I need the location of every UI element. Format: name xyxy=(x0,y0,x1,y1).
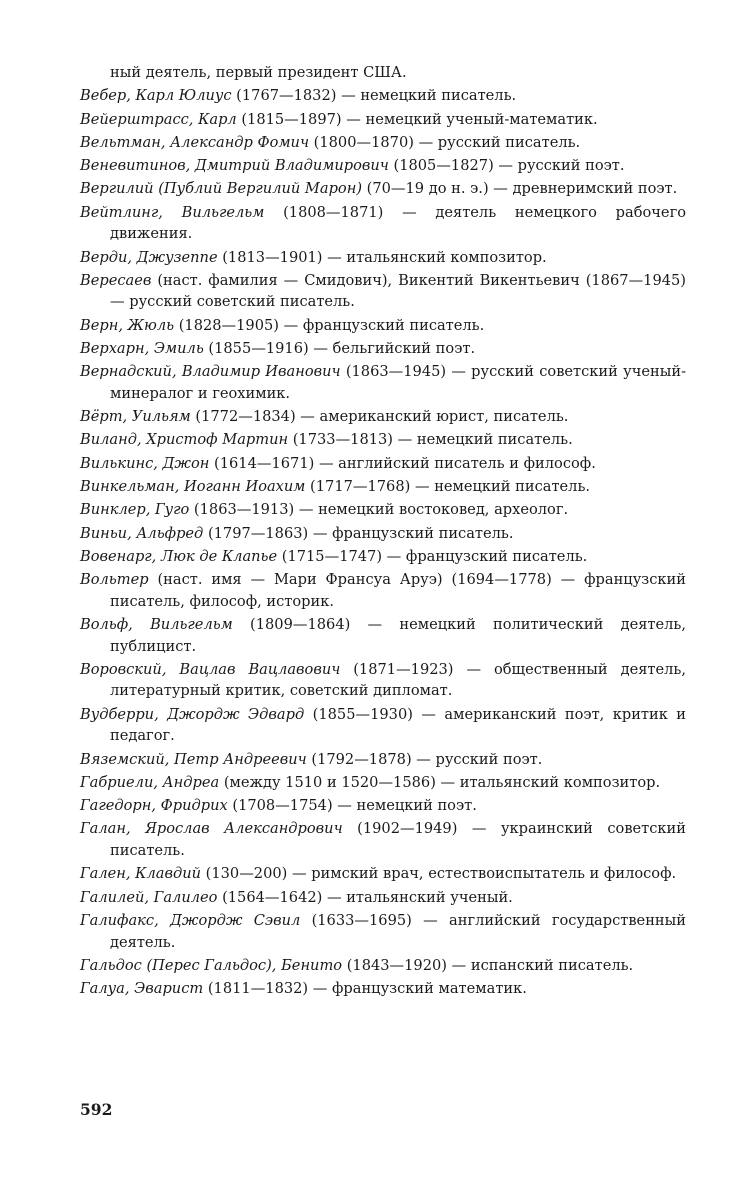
index-entry xyxy=(80,795,686,817)
entry-description: (1800—1870) — русский писатель. xyxy=(309,133,581,151)
entry-description: (1708—1754) — немецкий поэт. xyxy=(227,797,477,815)
name-index-list xyxy=(80,85,686,999)
entry-name: Вяземский, Петр Андреевич xyxy=(80,750,307,768)
entry-description: (1767—1832) — немецкий писатель. xyxy=(231,87,517,105)
entry-description: (1809—1864) — немецкий политический деятель, публицист. xyxy=(110,616,686,655)
entry-description: (1797—1863) — французский писатель. xyxy=(203,524,514,542)
entry-name: Вудберри, Джордж Эдвард xyxy=(80,705,305,723)
entry-name: Верди, Джузеппе xyxy=(80,248,218,266)
entry-name: Вересаев xyxy=(80,271,152,289)
entry-description: (1808—1871) — деятель немецкого рабочего движения. xyxy=(110,203,687,243)
index-entry xyxy=(80,178,686,200)
entry-name: Габриели, Андреа xyxy=(80,773,220,791)
index-entry xyxy=(80,429,686,451)
index-entry xyxy=(80,155,686,177)
entry-description: (1863—1913) — немецкий востоковед, археолог. xyxy=(189,501,569,519)
entry-description: (1855—1916) — бельгийский поэт. xyxy=(203,340,476,357)
entry-description: (70—19 до н. э.) — древнеримский поэт. xyxy=(362,180,678,198)
entry-name: Верхарн, Эмиль xyxy=(80,340,204,357)
entry-description: (1564—1642) — итальянский ученый. xyxy=(217,888,513,906)
entry-name: Вольф, Вильгельм xyxy=(80,616,233,633)
entry-name: Вилькинс, Джон xyxy=(80,454,210,472)
index-entry xyxy=(80,247,686,269)
index-entry xyxy=(80,406,686,428)
entry-name: Верн, Жюль xyxy=(80,316,175,334)
entry-description: (1813—1901) — итальянский композитор. xyxy=(217,248,547,266)
entry-name: Вергилий (Публий Вергилий Марон) xyxy=(80,180,363,198)
entry-name: Вёрт, Уильям xyxy=(80,408,191,426)
entry-name: Вейтлинг, Вильгельм xyxy=(80,203,265,221)
entry-description: (1715—1747) — французский писатель. xyxy=(277,547,588,565)
index-entry xyxy=(80,546,686,568)
continued-entry-text: ный деятель, первый президент США. xyxy=(110,64,407,81)
index-entry xyxy=(80,476,686,498)
entry-name: Галифакс, Джордж Сэвил xyxy=(80,911,301,929)
index-entry xyxy=(80,270,686,313)
entry-name: Вельтман, Александр Фомич xyxy=(80,133,310,151)
entry-description: (1863—1945) — русский советский ученый-минералог и геохимик. xyxy=(110,363,686,402)
entry-description: (1792—1878) — русский поэт. xyxy=(306,750,543,768)
entry-name: Вовенарг, Люк де Клапье xyxy=(80,547,278,565)
index-entry xyxy=(80,910,686,953)
entry-name: Винклер, Гуго xyxy=(80,501,190,519)
page-number: 592 xyxy=(80,1100,113,1119)
entry-description: (наст. имя — Мари Франсуа Аруэ) (1694—1778) — французский писатель, философ, историк. xyxy=(110,571,686,610)
entry-name: Гален, Клавдий xyxy=(80,865,202,883)
entry-description: (1772—1834) — американский юрист, писатель. xyxy=(190,408,569,426)
index-entry xyxy=(80,887,686,909)
entry-name: Вебер, Карл Юлиус xyxy=(80,87,232,105)
entry-description: (между 1510 и 1520—1586) — итальянский композитор. xyxy=(219,773,661,791)
entry-description: (1855—1930) — американский поэт, критик и педагог. xyxy=(110,705,687,745)
index-entry xyxy=(80,109,686,131)
entry-name: Виланд, Христоф Мартин xyxy=(80,431,289,449)
index-entry xyxy=(80,85,686,107)
entry-description: (130—200) — римский врач, естествоиспытатель и философ. xyxy=(201,865,677,883)
entry-description: (1902—1949) — украинский советский писатель. xyxy=(110,820,687,860)
entry-description: (1614—1671) — английский писатель и философ. xyxy=(209,454,596,472)
index-entry xyxy=(80,338,686,360)
entry-name: Гагедорн, Фридрих xyxy=(80,797,228,815)
index-entry xyxy=(80,315,686,337)
entry-name: Вернадский, Владимир Иванович xyxy=(80,363,341,381)
entry-description: (1811—1832) — французский математик. xyxy=(203,980,527,998)
entry-description: (1843—1920) — испанский писатель. xyxy=(342,956,634,974)
entry-name: Вейерштрасс, Карл xyxy=(80,110,237,128)
index-entry xyxy=(80,863,686,885)
index-entry xyxy=(80,704,686,747)
entry-description: (1733—1813) — немецкий писатель. xyxy=(288,431,573,449)
index-entry xyxy=(80,749,686,771)
entry-name: Галилей, Галилео xyxy=(80,888,218,906)
index-entry xyxy=(80,614,686,657)
index-entry xyxy=(80,499,686,521)
entry-name: Галан, Ярослав Александрович xyxy=(80,820,343,838)
index-entry xyxy=(80,978,686,1000)
entry-name: Виньи, Альфред xyxy=(80,524,204,542)
index-entry xyxy=(80,132,686,154)
index-entry xyxy=(80,818,686,861)
index-entry xyxy=(80,523,686,545)
entry-description: (1815—1897) — немецкий ученый-математик. xyxy=(236,110,598,128)
entry-description: (1871—1923) — общественный деятель, литературный критик, советский дипломат. xyxy=(110,660,686,700)
index-entry xyxy=(80,361,686,404)
entry-name: Винкельман, Иоганн Иоахим xyxy=(80,478,306,495)
index-entry xyxy=(80,569,686,612)
index-page-text xyxy=(80,62,686,1001)
index-entry xyxy=(80,659,686,702)
index-entry xyxy=(80,772,686,794)
entry-description: (1717—1768) — немецкий писатель. xyxy=(305,478,591,495)
entry-name: Воровский, Вацлав Вацлавович xyxy=(80,660,341,678)
index-entry xyxy=(80,453,686,475)
index-entry xyxy=(80,955,686,977)
entry-description: (наст. фамилия — Смидович), Викентий Викентьевич (1867—1945) — русский советский писатель. xyxy=(110,271,686,311)
entry-description: (1828—1905) — французский писатель. xyxy=(174,316,485,334)
continued-entry xyxy=(80,62,686,84)
entry-name: Галуа, Эварист xyxy=(80,980,204,998)
entry-description: (1633—1695) — английский государственный деятель. xyxy=(110,911,686,951)
index-entry xyxy=(80,202,686,245)
entry-name: Гальдос (Перес Гальдос), Бенито xyxy=(80,956,343,974)
entry-description: (1805—1827) — русский поэт. xyxy=(388,157,625,175)
entry-name: Веневитинов, Дмитрий Владимирович xyxy=(80,157,389,175)
entry-name: Вольтер xyxy=(80,571,149,589)
